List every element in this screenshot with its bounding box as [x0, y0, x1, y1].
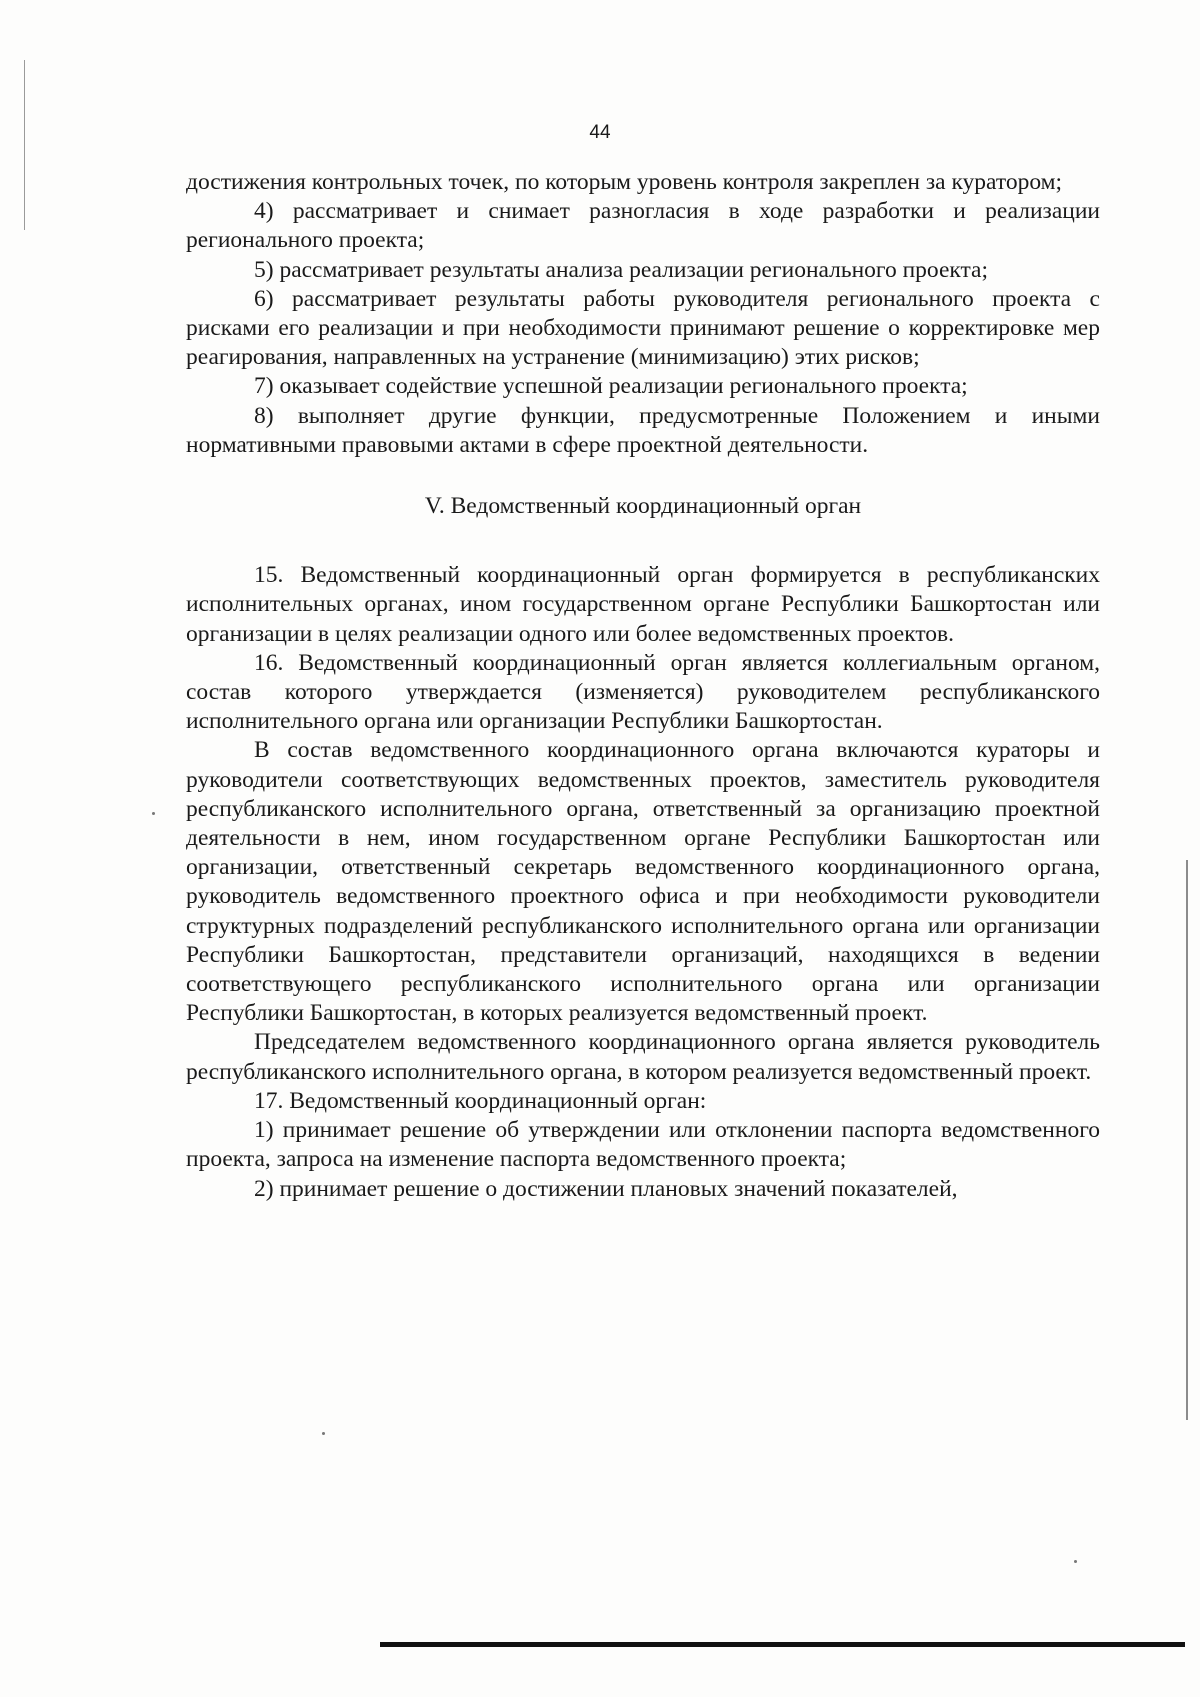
- list-item-6: 6) рассматривает результаты работы руководителя регионального проекта с рисками его реализации и при необходимости принимают решение о корректировке мер реагирования, направленных на устранение (минимизацию) этих рисков;: [186, 285, 1100, 371]
- clause-16-chairman: Председателем ведомственного координационного органа является руководитель республиканского исполнительного органа, в котором реализуется ведомственный проект.: [186, 1029, 1100, 1085]
- list-item-7: 7) оказывает содействие успешной реализации регионального проекта;: [254, 373, 968, 400]
- scan-speck: [1074, 1560, 1077, 1563]
- list-item-8: 8) выполняет другие функции, предусмотренные Положением и иными нормативными правовыми актами в сфере проектной деятельности.: [186, 402, 1100, 458]
- clause-15: 15. Ведомственный координационный орган формируется в республиканских исполнительных органах, ином государственном органе Республики Башкортостан или организации в целях реализации одного или более ведомственных проектов.: [186, 562, 1100, 647]
- list-item-4: 4) рассматривает и снимает разногласия в ходе разработки и реализации регионального проекта;: [186, 198, 1100, 254]
- list-item-5: 5) рассматривает результаты анализа реализации регионального проекта;: [254, 256, 989, 283]
- clause-17-item-2: 2) принимает решение о достижении плановых значений показателей,: [254, 1175, 958, 1202]
- clause-16-composition: В состав ведомственного координационного органа включаются кураторы и руководители соответствующих ведомственных проектов, заместитель руководителя республиканского исполнительного органа, ответственный за организацию проектной деятельности в нем, ином государственном органе Республики Башкортостан или организации, ответственный секретарь ведомственного координационного органа, руководитель ведомственного проектного офиса и при необходимости руководители структурных подразделений республиканского исполнительного органа или организации Республики Башкортостан, представители организаций, находящихся в ведении соответствующего республиканского исполнительного органа или организации Республики Башкортостан, в которых реализуется ведомственный проект.: [186, 737, 1100, 1027]
- document-body: [186, 168, 1100, 1204]
- scan-speck: [322, 1432, 325, 1435]
- page-number: 44: [589, 122, 611, 143]
- clause-16: 16. Ведомственный координационный орган является коллегиальным органом, состав которого утверждается (изменяется) руководителем республиканского исполнительного органа или организации Республики Башкортостан.: [186, 649, 1100, 735]
- scan-speck: [152, 812, 155, 815]
- section-heading: V. Ведомственный координационный орган: [424, 493, 862, 520]
- scan-edge-left: [24, 60, 25, 230]
- clause-17: 17. Ведомственный координационный орган:: [254, 1087, 707, 1114]
- scan-edge-right: [1186, 860, 1188, 1420]
- paragraph-continuation: достижения контрольных точек, по которым уровень контроля закреплен за куратором;: [186, 169, 1063, 195]
- clause-17-item-1: 1) принимает решение об утверждении или отклонении паспорта ведомственного проекта, запроса на изменение паспорта ведомственного проекта;: [186, 1117, 1100, 1173]
- scan-bottom-line: [380, 1642, 1185, 1647]
